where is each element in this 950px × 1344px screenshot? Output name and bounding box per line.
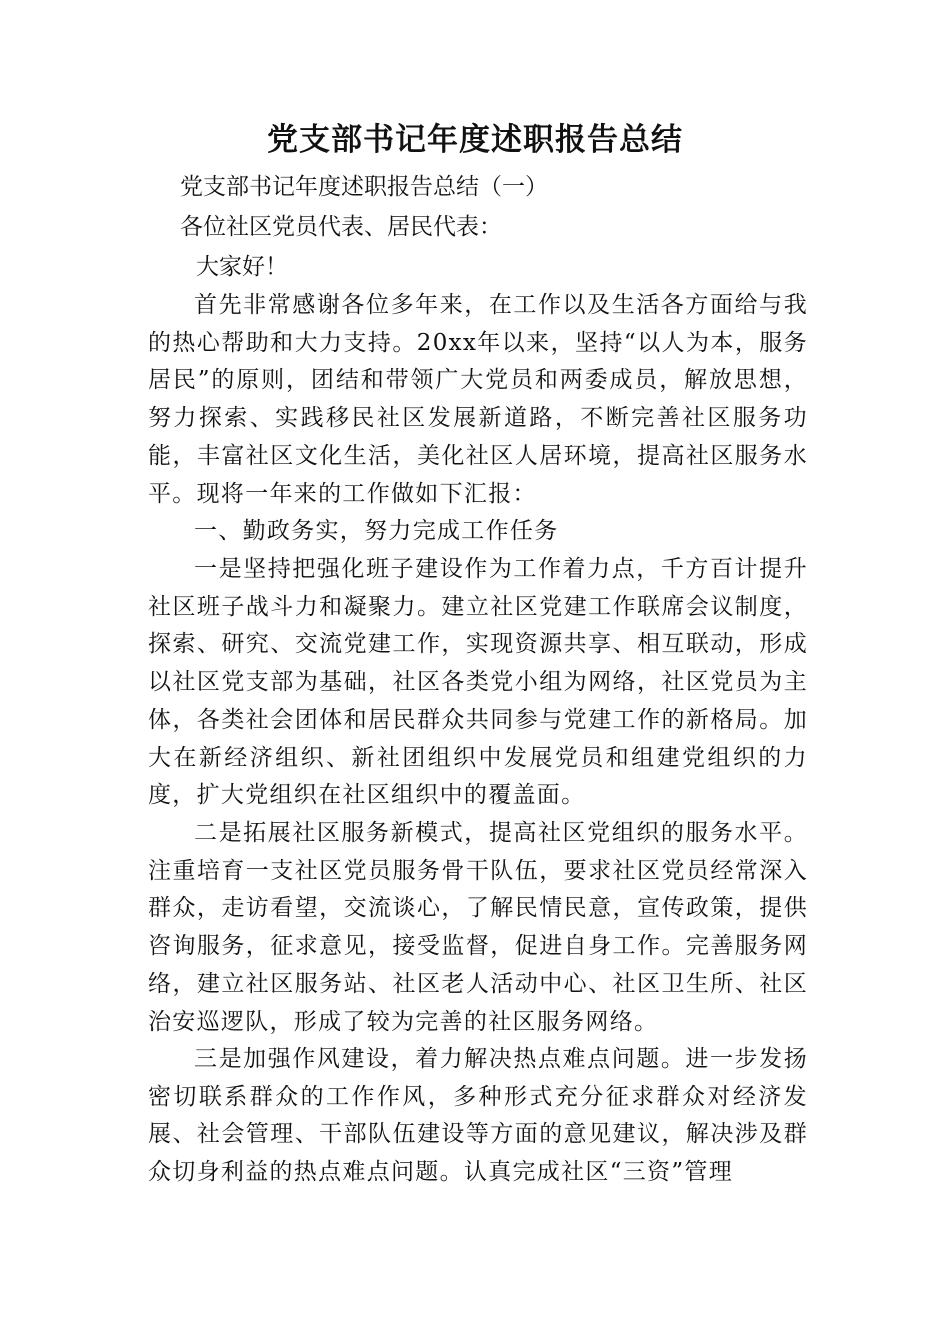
section-heading: 一、勤政务实，努力完成工作任务 (194, 518, 559, 544)
document-title: 党支部书记年度述职报告总结 (267, 122, 683, 158)
salutation: 各位社区党员代表、居民代表： (180, 214, 502, 240)
paragraph-item-2: 二是拓展社区服务新模式，提高社区党组织的服务水平。注重培育一支社区党员服务骨干队伍，要求社区党员经常深入群众，走访看望，交流谈心，了解民情民意，宣传政策，提供咨询服务，征求意见，接受监督，促进自身工作。完善服务网络，建立社区服务站、社区老人活动中心、社区卫生所、社区治安巡逻队，形成了较为完善的社区服务网络。 (148, 820, 808, 1035)
document-subtitle: 党支部书记年度述职报告总结（一） (180, 174, 548, 200)
paragraph-item-1: 一是坚持把强化班子建设作为工作着力点，千方百计提升社区班子战斗力和凝聚力。建立社区党建工作联席会议制度，探索、研究、交流党建工作，实现资源共享、相互联动，形成以社区党支部为基础，社区各类党小组为网络，社区党员为主体，各类社会团体和居民群众共同参与党建工作的新格局。加大在新经济组织、新社团组织中发展党员和组建党组织的力度，扩大党组织在社区组织中的覆盖面。 (148, 556, 808, 809)
paragraph-intro: 首先非常感谢各位多年来，在工作以及生活各方面给与我的热心帮助和大力支持。20xx年以来，坚持“以人为本，服务居民”的原则，团结和带领广大党员和两委成员，解放思想，努力探索、实践移民社区发展新道路，不断完善社区服务功能，丰富社区文化生活，美化社区人居环境，提高社区服务水平。现将一年来的工作做如下汇报： (148, 292, 808, 507)
greeting: 大家好！ (196, 254, 288, 280)
paragraph-item-3: 三是加强作风建设，着力解决热点难点问题。进一步发扬密切联系群众的工作作风，多种形式充分征求群众对经济发展、社会管理、干部队伍建设等方面的意见建议，解决涉及群众切身利益的热点难点问题。认真完成社区“三资”管理 (148, 1046, 808, 1186)
